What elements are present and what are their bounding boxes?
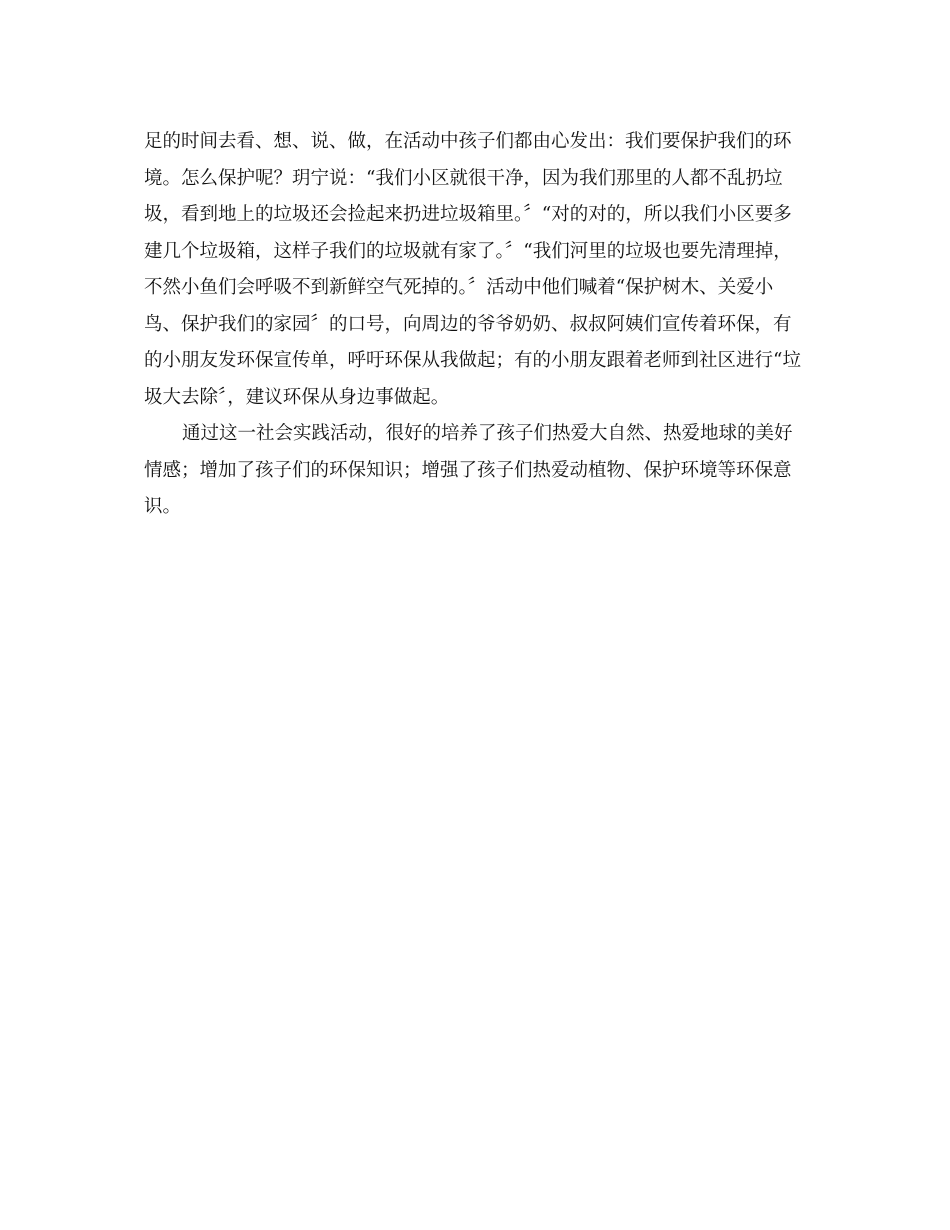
text-line: 的小朋友发环保宣传单，呼吁环保从我做起；有的小朋友跟着老师到社区进行“垃 (144, 350, 801, 371)
text-line: 境。怎么保护呢？玥宁说：“我们小区就很干净，因为我们那里的人都不乱扔垃 (144, 167, 783, 189)
text-line: 不然小鱼们会呼吸不到新鲜空气死掉的。〞活动中他们喊着“保护树木、关爱小 (144, 277, 774, 298)
paragraph-1 (144, 124, 806, 416)
paragraph-2 (144, 416, 806, 526)
text-line: 鸟、保护我们的家园〞的口号，向周边的爷爷奶奶、叔叔阿姨们宣传着环保，有 (144, 313, 792, 335)
text-line: 建几个垃圾箱，这样子我们的垃圾就有家了。〞“我们河里的垃圾也要先清理掉， (144, 240, 792, 262)
text-line: 情感；增加了孩子们的环保知识；增强了孩子们热爱动植物、保护环境等环保意 (144, 459, 792, 481)
text-line: 圾，看到地上的垃圾还会捡起来扔进垃圾箱里。〞“对的对的，所以我们小区要多 (144, 204, 792, 225)
text-line: 通过这一社会实践活动，很好的培养了孩子们热爱大自然、热爱地球的美好 (182, 423, 793, 444)
text-line: 识。 (144, 496, 182, 517)
text-line: 足的时间去看、想、说、做，在活动中孩子们都由心发出：我们要保护我们的环 (144, 131, 792, 152)
document-body (144, 124, 806, 526)
text-line: 圾大去除〞，建议环保从身边事做起。 (144, 386, 450, 408)
